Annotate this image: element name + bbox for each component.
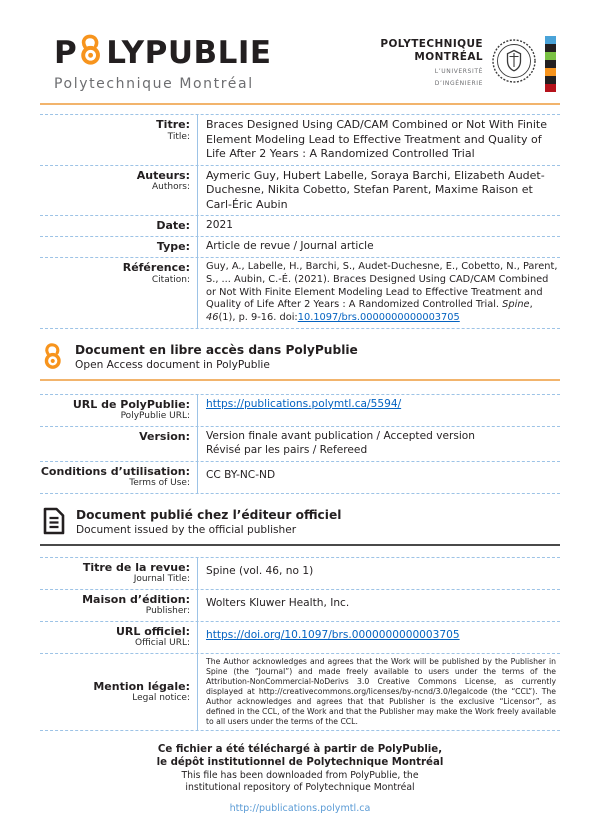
table-row-legal-notice	[40, 654, 560, 731]
terms-label-fr: Conditions d’utilisation:	[40, 464, 190, 478]
open-access-table	[40, 394, 560, 494]
version-line1: Version finale avant publication / Accepted version	[206, 429, 475, 442]
official-url-value	[197, 622, 560, 653]
polytechnique-tagline-line2: D’INGÉNIERIE	[434, 80, 483, 88]
colorbar-segment	[545, 76, 556, 84]
table-row-journal	[40, 558, 560, 590]
table-row-type	[40, 237, 560, 258]
polytechnique-name-line2: MONTRÉAL	[414, 51, 483, 64]
legal-notice-label-en: Legal notice:	[132, 693, 190, 704]
authors-label-fr: Auteurs:	[136, 168, 190, 182]
colorbar-segment	[545, 52, 556, 60]
publisher-table	[40, 557, 560, 731]
publisher-section-header	[40, 507, 560, 546]
official-url-label-en: Official URL:	[135, 638, 190, 649]
polypublie-logo-subtitle: Polytechnique Montréal	[54, 76, 254, 92]
colorbar-segment	[545, 36, 556, 44]
date-label-text: Date:	[156, 219, 190, 233]
table-row-authors	[40, 166, 560, 217]
polytechnique-name-line1: POLYTECHNIQUE	[380, 38, 483, 50]
colorbar-segment	[545, 60, 556, 68]
citation-journal: Spine	[502, 299, 530, 311]
journal-label-en: Journal Title:	[133, 574, 190, 585]
open-access-title-en: Open Access document in PolyPublie	[75, 358, 270, 371]
polytechnique-colorbar	[545, 36, 556, 92]
polypublie-url-label	[40, 395, 197, 426]
record-metadata-table	[40, 114, 560, 329]
version-label-text: Version:	[139, 429, 190, 443]
polypublie-url-value	[197, 395, 560, 426]
doi-link[interactable]: 10.1097/brs.0000000000003705	[297, 311, 460, 323]
polypublie-url-link[interactable]: https://publications.polymtl.ca/5594/	[206, 397, 402, 410]
terms-value: CC BY-NC-ND	[197, 462, 560, 493]
footer-fr-line1: Ce fichier a été téléchargé à partir de PolyPublie,	[157, 743, 443, 755]
date-value: 2021	[197, 216, 560, 236]
open-access-lock-icon	[42, 342, 65, 374]
authors-label-en: Authors:	[151, 182, 190, 193]
journal-label-fr: Titre de la revue:	[82, 560, 190, 574]
wordmark-pre: P	[54, 35, 78, 71]
open-access-section-titles	[75, 343, 358, 371]
legal-notice-label	[40, 654, 197, 730]
citation-volume: 46	[206, 311, 219, 323]
official-url-link[interactable]: https://doi.org/10.1097/brs.0000000000003705	[206, 628, 460, 641]
publisher-title-fr: Document publié chez l’éditeur officiel	[76, 508, 342, 523]
table-row-version	[40, 427, 560, 462]
version-label	[40, 427, 197, 461]
table-row-official-url	[40, 622, 560, 654]
publisher-label-fr: Maison d’édition:	[82, 592, 190, 606]
polytechnique-crest-icon	[490, 36, 538, 90]
title-label-en: Title:	[167, 131, 190, 142]
polypublie-wordmark	[54, 34, 272, 73]
footer-en-line2: institutional repository of Polytechnique Montréal	[185, 782, 415, 794]
terms-label-en: Terms of Use:	[129, 478, 190, 489]
polytechnique-tagline-line1: L’UNIVERSITÉ	[434, 68, 483, 76]
legal-notice-value: The Author acknowledges and agrees that the Work will be published by the Publisher in Spine (the “Journal”) and made freely available to users under the terms of the Attribution-NonCommercial-NoDerivs 3.0 Creative Commons License, as currently displayed at http://creativecommons.org/licenses/by-ncnd/3.0/legalcode (the “CCL”). The Author acknowledges and agrees that that Publisher is the exclusive “Licensor”, as defined in the CCL, of the Work and that the Publisher may make the Work freely available to all users under the terms of the CCL.	[197, 654, 560, 730]
polytechnique-logo	[380, 36, 556, 92]
table-row-polypublie-url	[40, 395, 560, 427]
date-label	[40, 216, 197, 236]
header	[40, 34, 560, 92]
colorbar-segment	[545, 68, 556, 76]
terms-label	[40, 462, 197, 493]
table-row-citation	[40, 258, 560, 329]
repository-link[interactable]: http://publications.polymtl.ca	[229, 803, 371, 815]
publisher-label-en: Publisher:	[145, 606, 190, 617]
journal-label	[40, 558, 197, 589]
open-lock-icon	[78, 34, 105, 71]
colorbar-segment	[545, 44, 556, 52]
publisher-value: Wolters Kluwer Health, Inc.	[197, 590, 560, 621]
citation-value	[197, 258, 560, 328]
footer-en-line1: This file has been downloaded from PolyPublie, the	[181, 770, 419, 782]
type-value: Article de revue / Journal article	[197, 237, 560, 257]
type-label	[40, 237, 197, 257]
page-footer	[40, 743, 560, 815]
legal-notice-label-fr: Mention légale:	[93, 679, 190, 693]
citation-label-en: Citation:	[151, 274, 190, 285]
footer-fr-line2: le dépôt institutionnel de Polytechnique Montréal	[156, 757, 444, 769]
citation-text: Guy, A., Labelle, H., Barchi, S., Audet-Duchesne, E., Cobetto, N., Parent, S., ... Aubin, C.-É. (2021). Braces Designed Using CAD/CAM Combined or Not With Finite Element Modeling Lead to Effective Treatment and Quality of Life After 2 Years : A Randomized Controlled Trial.	[206, 261, 558, 311]
polypublie-url-label-fr: URL de PolyPublie:	[72, 397, 190, 411]
wordmark-post: LYPUBLIE	[106, 35, 272, 71]
publisher-title-en: Document issued by the official publisher	[76, 523, 297, 536]
polytechnique-logo-text	[380, 38, 483, 88]
polypublie-logo	[54, 34, 272, 92]
citation-label	[40, 258, 197, 328]
table-row-date	[40, 216, 560, 237]
header-divider	[40, 103, 560, 105]
table-row-terms	[40, 462, 560, 494]
table-row-publisher	[40, 590, 560, 622]
title-label-fr: Titre:	[156, 118, 190, 131]
open-access-section-header	[40, 342, 560, 381]
polypublie-url-label-en: PolyPublie URL:	[120, 411, 190, 422]
table-row-title	[40, 115, 560, 166]
citation-label-fr: Référence:	[122, 261, 190, 275]
title-value: Braces Designed Using CAD/CAM Combined or Not With Finite Element Modeling Lead to Effective Treatment and Quality of Life After 2 Years : A Randomized Controlled Trial	[197, 115, 560, 165]
citation-comma: ,	[529, 299, 533, 311]
version-line2: Révisé par les pairs / Refereed	[206, 443, 368, 456]
type-label-text: Type:	[156, 240, 190, 254]
authors-value: Aymeric Guy, Hubert Labelle, Soraya Barchi, Elizabeth Audet-Duchesne, Nikita Cobetto, Stefan Parent, Maxime Raison et Carl-Éric Aubin	[197, 166, 560, 216]
title-label	[40, 115, 197, 165]
authors-label	[40, 166, 197, 216]
open-access-title-fr: Document en libre accès dans PolyPublie	[75, 343, 358, 358]
official-url-label	[40, 622, 197, 653]
publisher-label	[40, 590, 197, 621]
official-url-label-fr: URL officiel:	[116, 624, 190, 638]
colorbar-segment	[545, 84, 556, 92]
citation-pages: (1), p. 9-16. doi:	[218, 311, 298, 323]
journal-value: Spine (vol. 46, no 1)	[197, 558, 560, 589]
publisher-section-titles	[76, 508, 341, 536]
document-icon	[42, 507, 66, 539]
version-value	[197, 427, 560, 461]
